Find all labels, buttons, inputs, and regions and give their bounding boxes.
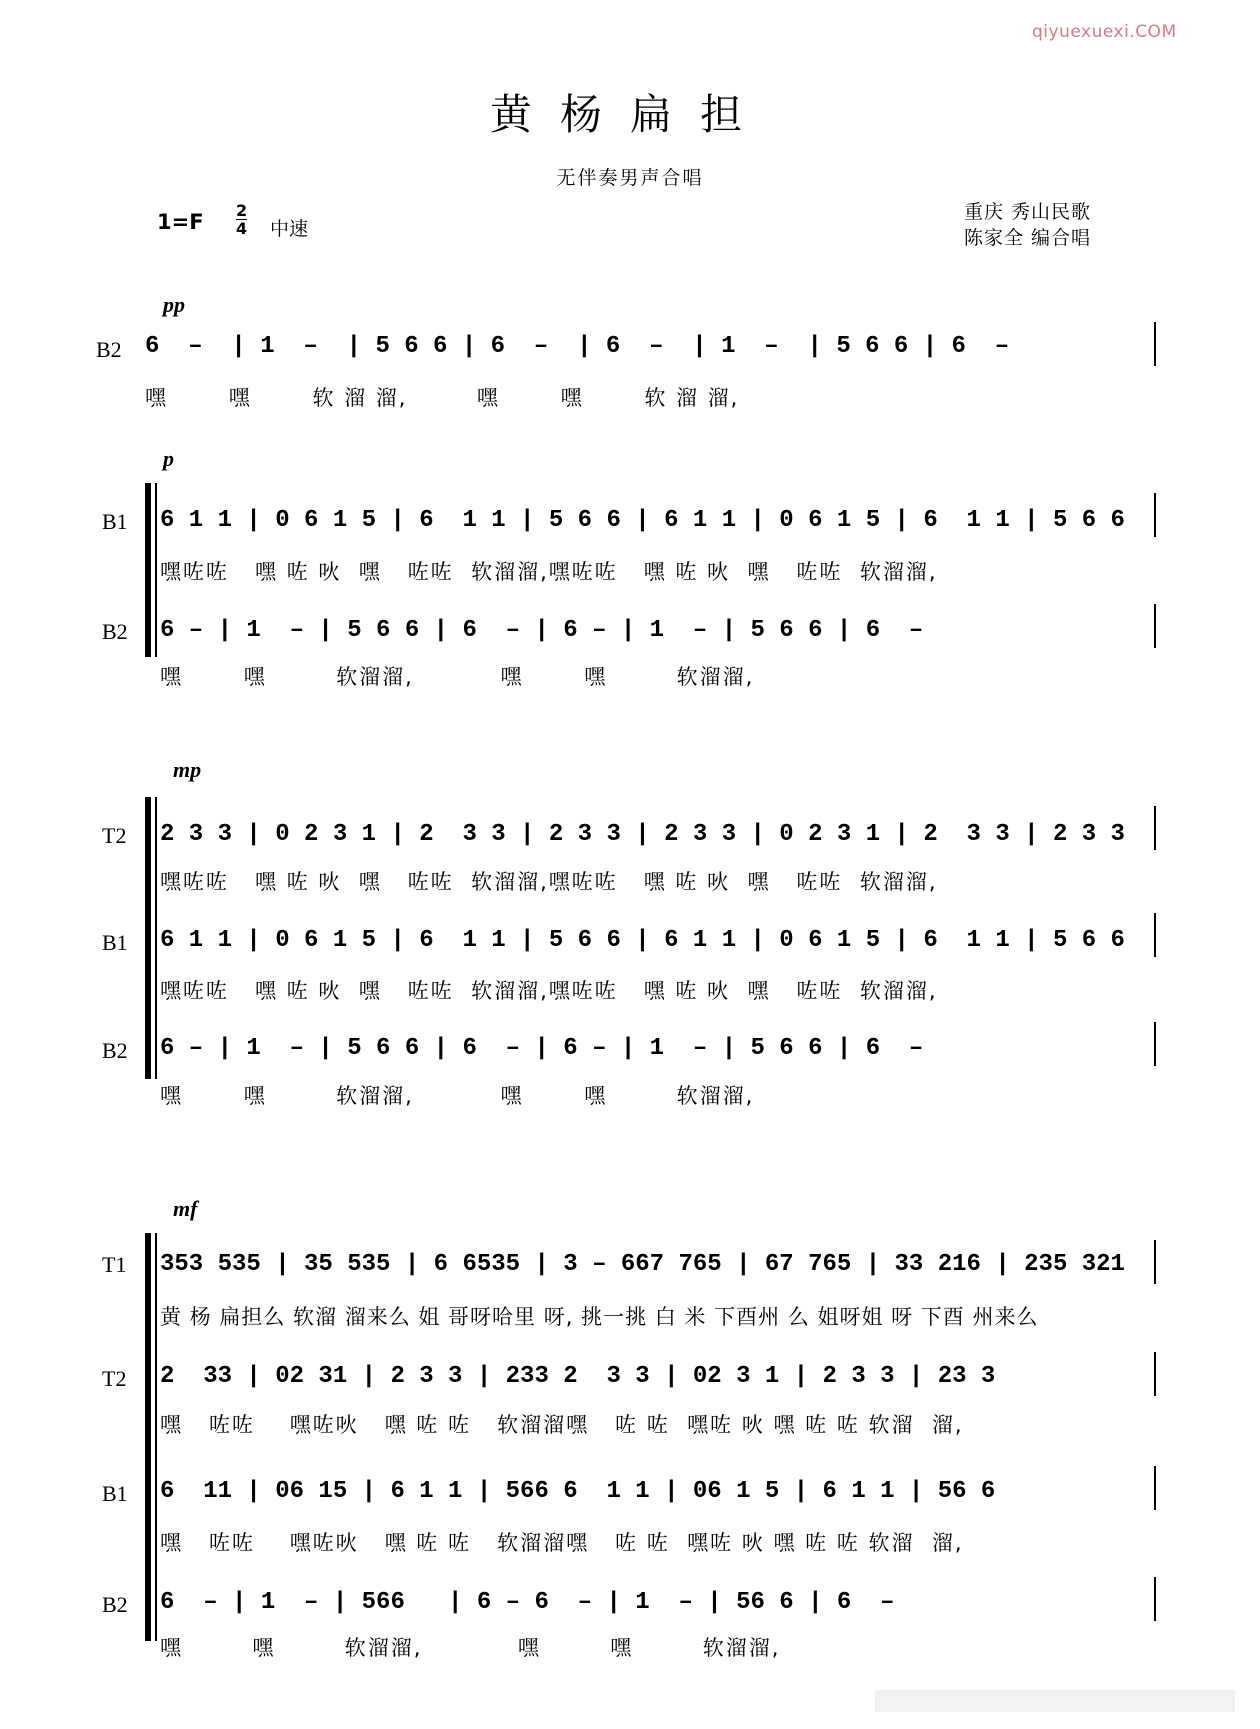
origin-credit: 重庆 秀山民歌 xyxy=(964,201,1092,223)
part-label-b1: B1 xyxy=(102,509,128,534)
time-signature xyxy=(236,202,247,237)
subtitle: 无伴奏男声合唱 xyxy=(556,167,704,189)
arranger-credit: 陈家全 编合唱 xyxy=(964,227,1092,249)
s4-t1-lyrics: 黄 杨 扁担么 软溜 溜来么 姐 哥呀哈里 呀, 挑一挑 白 米 下酉州 么 姐呀姐 呀 下酉 州来么 xyxy=(160,1305,1039,1329)
part-label-b2: B2 xyxy=(102,619,128,644)
s4-b1-lyrics: 嘿 咗咗 嘿咗吙 嘿 咗 咗 软溜溜嘿 咗 咗 嘿咗 吙 嘿 咗 咗 软溜 溜, xyxy=(160,1531,964,1555)
s4-b1-notes: 6 11 | 06 15 | 6 1 1 | 566 6 1 1 | 06 1 5 | 6 1 1 | 56 6 xyxy=(160,1478,996,1505)
footer-strip xyxy=(875,1690,1235,1712)
barline xyxy=(1154,806,1156,850)
s4-b2-notes: 6 – | 1 – | 566 | 6 – 6 – | 1 – | 56 6 | 6 – xyxy=(160,1589,895,1616)
system-brace xyxy=(145,797,151,1079)
barline xyxy=(1154,1577,1156,1621)
barline xyxy=(1154,1240,1156,1284)
s2-b2-notes: 6 – | 1 – | 5 6 6 | 6 – | 6 – | 1 – | 5 6 6 | 6 – xyxy=(160,617,924,644)
part-label-b2: B2 xyxy=(96,337,122,362)
s3-b1-notes: 6 1 1 | 0 6 1 5 | 6 1 1 | 5 6 6 | 6 1 1 | 0 6 1 5 | 6 1 1 | 5 6 6 xyxy=(160,927,1125,954)
dynamic-mp: mp xyxy=(173,757,202,782)
part-label-b2: B2 xyxy=(102,1592,128,1617)
time-top: 2 xyxy=(236,201,248,220)
s3-b2-lyrics: 嘿 嘿 软溜溜, 嘿 嘿 软溜溜, xyxy=(160,1084,755,1108)
dynamic-mf: mf xyxy=(173,1196,198,1221)
system-bracket-line xyxy=(155,483,157,657)
barline xyxy=(1154,1466,1156,1510)
barline xyxy=(1154,493,1156,537)
part-label-b1: B1 xyxy=(102,930,128,955)
s1-b2-notes: 6 – | 1 – | 5 6 6 | 6 – | 6 – | 1 – | 5 6 6 | 6 – xyxy=(145,333,1010,360)
s4-t2-lyrics: 嘿 咗咗 嘿咗吙 嘿 咗 咗 软溜溜嘿 咗 咗 嘿咗 吙 嘿 咗 咗 软溜 溜, xyxy=(160,1413,964,1437)
part-label-b2: B2 xyxy=(102,1038,128,1063)
s2-b1-lyrics: 嘿咗咗 嘿 咗 吙 嘿 咗咗 软溜溜,嘿咗咗 嘿 咗 吙 嘿 咗咗 软溜溜, xyxy=(160,560,938,584)
system-brace xyxy=(145,1233,151,1641)
key-signature: 1=F xyxy=(157,210,204,234)
s3-b1-lyrics: 嘿咗咗 嘿 咗 吙 嘿 咗咗 软溜溜,嘿咗咗 嘿 咗 吙 嘿 咗咗 软溜溜, xyxy=(160,979,938,1003)
s2-b1-notes: 6 1 1 | 0 6 1 5 | 6 1 1 | 5 6 6 | 6 1 1 | 0 6 1 5 | 6 1 1 | 5 6 6 xyxy=(160,507,1125,534)
system-brace xyxy=(145,483,151,657)
part-label-t1: T1 xyxy=(102,1252,127,1277)
s4-t1-notes: 353 535 | 35 535 | 6 6535 | 3 – 667 765 | 67 765 | 33 216 | 235 321 xyxy=(160,1251,1125,1278)
s1-b2-lyrics: 嘿 嘿 软 溜 溜, 嘿 嘿 软 溜 溜, xyxy=(145,386,740,410)
s3-t2-notes: 2 3 3 | 0 2 3 1 | 2 3 3 | 2 3 3 | 2 3 3 | 0 2 3 1 | 2 3 3 | 2 3 3 xyxy=(160,821,1125,848)
part-label-t2: T2 xyxy=(102,823,127,848)
site-watermark: qiyuexuexi.COM xyxy=(1032,22,1177,42)
barline xyxy=(1154,322,1156,366)
dynamic-pp: pp xyxy=(163,292,185,317)
system-bracket-line xyxy=(155,797,157,1079)
song-title: 黄杨扁担 xyxy=(489,90,770,139)
part-label-t2: T2 xyxy=(102,1366,127,1391)
barline xyxy=(1154,1022,1156,1066)
s2-b2-lyrics: 嘿 嘿 软溜溜, 嘿 嘿 软溜溜, xyxy=(160,665,755,689)
s4-b2-lyrics: 嘿 嘿 软溜溜, 嘿 嘿 软溜溜, xyxy=(160,1636,781,1660)
barline xyxy=(1154,604,1156,648)
barline xyxy=(1154,1352,1156,1396)
barline xyxy=(1154,913,1156,957)
s3-b2-notes: 6 – | 1 – | 5 6 6 | 6 – | 6 – | 1 – | 5 6 6 | 6 – xyxy=(160,1035,924,1062)
tempo-marking: 中速 xyxy=(270,218,309,240)
s3-t2-lyrics: 嘿咗咗 嘿 咗 吙 嘿 咗咗 软溜溜,嘿咗咗 嘿 咗 吙 嘿 咗咗 软溜溜, xyxy=(160,870,938,894)
s4-t2-notes: 2 33 | 02 31 | 2 3 3 | 233 2 3 3 | 02 3 1 | 2 3 3 | 23 3 xyxy=(160,1363,996,1390)
part-label-b1: B1 xyxy=(102,1481,128,1506)
system-bracket-line xyxy=(155,1233,157,1641)
dynamic-p: p xyxy=(163,446,174,471)
time-bottom: 4 xyxy=(236,219,248,238)
